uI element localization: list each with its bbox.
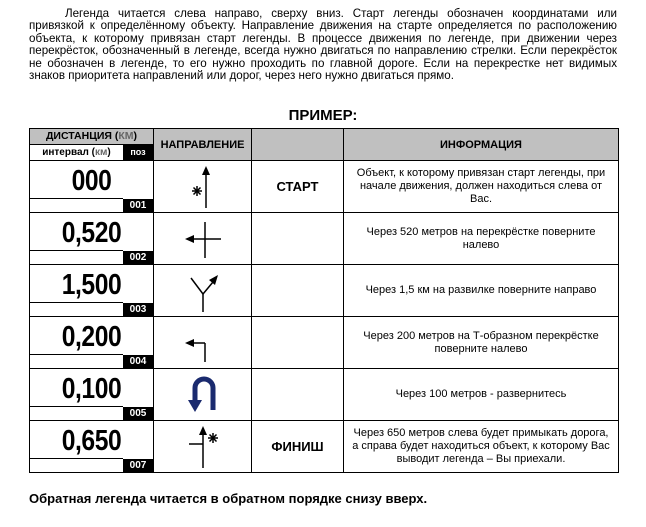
- fork-right-icon: [173, 268, 233, 314]
- poz-number: 004: [123, 355, 153, 368]
- distance-cell: [30, 317, 154, 369]
- distance-value: 0,520: [61, 217, 122, 249]
- intro-paragraph: Легенда читается слева направо, сверху вниз. Старт легенды обозначен координатами или привязкой к определённому объекту. Направление движения на старте определяется по расположению объекта, к которому привязан старт легенды. В процессе движения по легенде, при движении через перекрёсток, обозначенный в легенде, всегда нужно двигаться по направлению стрелки. Если перекрёсток не обозначен в легенде, то его нужно проходить по главной дороге. Если на перекрестке нет видимых знаков приоритета направлений или дорог, через него нужно двигаться прямо.: [29, 7, 617, 83]
- info-cell: Через 100 метров - развернитесь: [344, 369, 619, 421]
- u-turn-icon: [173, 372, 233, 418]
- finish-arrow-star-icon: [173, 424, 233, 470]
- info-cell: Через 520 метров на перекрёстке поверните налево: [344, 213, 619, 265]
- mark-cell: [252, 317, 344, 369]
- mark-header: [252, 129, 344, 161]
- distance-value: 0,200: [61, 321, 122, 353]
- table-row: [30, 213, 619, 265]
- info-cell: Через 1,5 км на развилке поверните направо: [344, 265, 619, 317]
- t-junction-left-icon: [173, 320, 233, 366]
- footer-note: Обратная легенда читается в обратном порядке снизу вверх.: [29, 491, 428, 506]
- distance-header: ДИСТАНЦИЯ (КМ) интервал (км) поз: [30, 129, 154, 161]
- distance-cell: [30, 161, 154, 213]
- distance-cell: [30, 421, 154, 473]
- legend-table: [29, 128, 619, 473]
- direction-cell: [154, 161, 252, 213]
- poz-number: 002: [123, 251, 153, 264]
- direction-header: НАПРАВЛЕНИЕ: [154, 129, 252, 161]
- table-header-row: [30, 129, 619, 161]
- mark-cell: [252, 369, 344, 421]
- direction-cell: [154, 369, 252, 421]
- poz-number: 001: [123, 199, 153, 212]
- table-row: [30, 265, 619, 317]
- distance-value: 0,650: [61, 425, 122, 457]
- poz-number: 005: [123, 407, 153, 420]
- direction-cell: [154, 265, 252, 317]
- direction-cell: [154, 421, 252, 473]
- distance-value: 1,500: [61, 269, 122, 301]
- table-row: [30, 317, 619, 369]
- info-cell: Объект, к которому привязан старт легенды, при начале движения, должен находиться слева от Вас.: [344, 161, 619, 213]
- distance-cell: [30, 265, 154, 317]
- distance-cell: [30, 369, 154, 421]
- mark-cell: ФИНИШ: [252, 421, 344, 473]
- direction-cell: [154, 317, 252, 369]
- mark-cell: [252, 265, 344, 317]
- poz-header: поз: [123, 145, 153, 160]
- poz-number: 003: [123, 303, 153, 316]
- start-star-arrow-icon: [173, 164, 233, 210]
- poz-number: 007: [123, 459, 153, 472]
- crossroad-left-icon: [173, 216, 233, 262]
- distance-cell: [30, 213, 154, 265]
- info-header: ИНФОРМАЦИЯ: [344, 129, 619, 161]
- table-row: [30, 161, 619, 213]
- direction-cell: [154, 213, 252, 265]
- mark-cell: СТАРТ: [252, 161, 344, 213]
- distance-value: 000: [71, 165, 112, 197]
- info-cell: Через 650 метров слева будет примыкать дорога, а справа будет находиться объект, к которому Вас выводит легенда – Вы приехали.: [344, 421, 619, 473]
- table-row: [30, 369, 619, 421]
- interval-header: интервал (км): [30, 145, 123, 160]
- mark-cell: [252, 213, 344, 265]
- table-row: [30, 421, 619, 473]
- info-cell: Через 200 метров на Т-образном перекрёстке поверните налево: [344, 317, 619, 369]
- example-title: ПРИМЕР:: [288, 107, 358, 124]
- distance-value: 0,100: [61, 373, 122, 405]
